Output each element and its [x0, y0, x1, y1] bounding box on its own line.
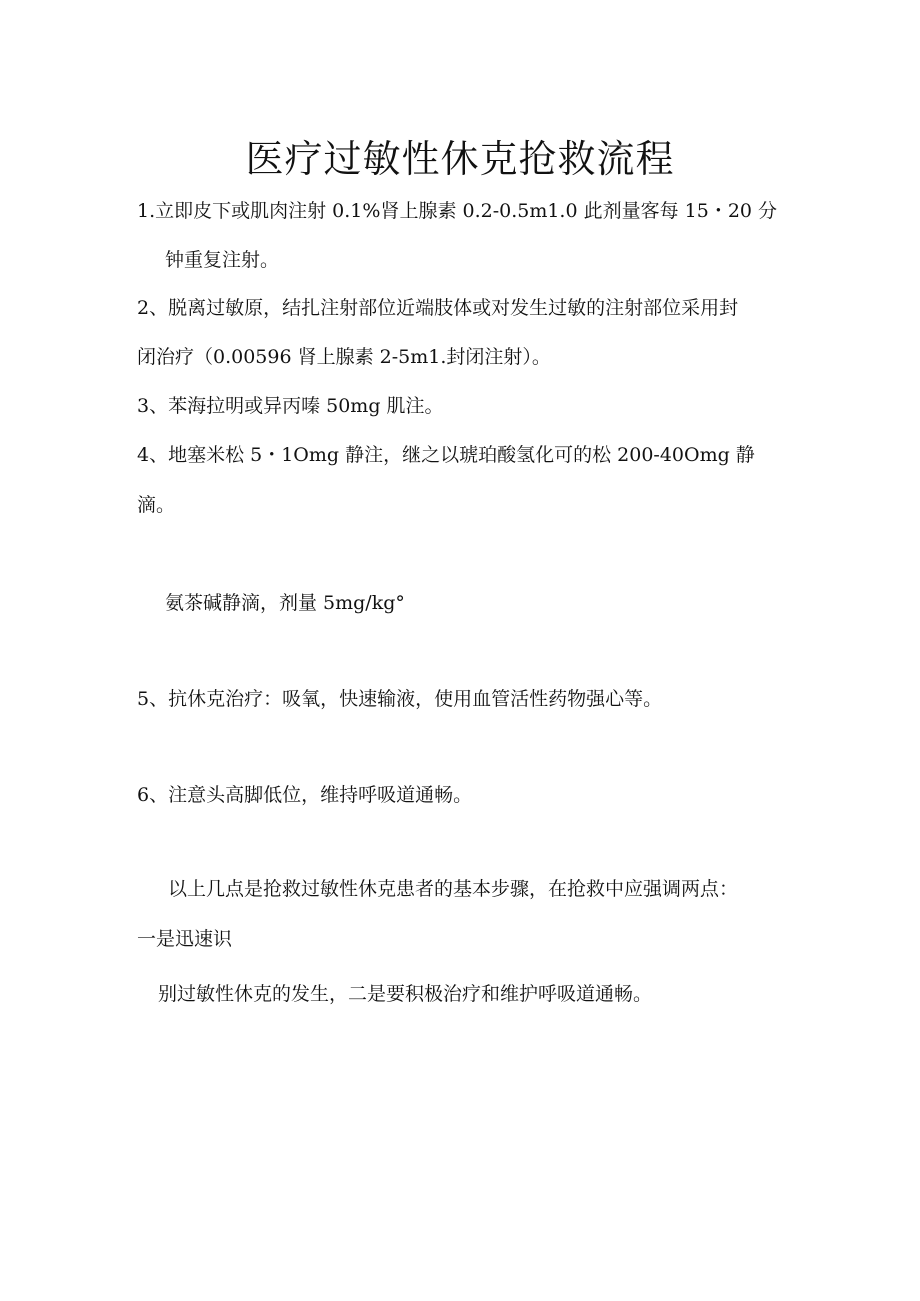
step-3-line: 3、苯海拉明或异丙嗪 50mg 肌注。 [137, 395, 444, 417]
step-2-line-2: 闭治疗（0.00596 肾上腺素 2-5m1.封闭注射）。 [137, 346, 551, 368]
summary-line-1: 以上几点是抢救过敏性休克患者的基本步骤，在抢救中应强调两点： [168, 878, 739, 900]
step-5-line: 5、抗休克治疗：吸氧，快速输液，使用血管活性药物强心等。 [137, 688, 663, 710]
step-1-line-2: 钟重复注射。 [165, 249, 280, 271]
step-4-line-2: 滴。 [137, 494, 176, 516]
step-1-line-1: 1.立即皮下或肌肉注射 0.1%肾上腺素 0.2-0.5m1.0 此剂量客每 15・20 分 [137, 200, 778, 222]
summary-line-3: 别过敏性休克的发生，二是要积极治疗和维护呼吸道通畅。 [158, 983, 653, 1005]
document-title: 医疗过敏性休克抢救流程 [245, 137, 675, 181]
step-4-line-1: 4、地塞米松 5・1Omg 静注，继之以琥珀酸氢化可的松 200-40Omg 静 [137, 444, 755, 466]
step-2-line-1: 2、脱离过敏原，结扎注射部位近端肢体或对发生过敏的注射部位采用封 [137, 297, 739, 319]
step-6-line: 6、注意头高脚低位，维持呼吸道通畅。 [137, 784, 473, 806]
aminophylline-note: 氨茶碱静滴，剂量 5mg∕kg° [165, 592, 405, 614]
summary-line-2: 一是迅速识 [137, 928, 233, 950]
